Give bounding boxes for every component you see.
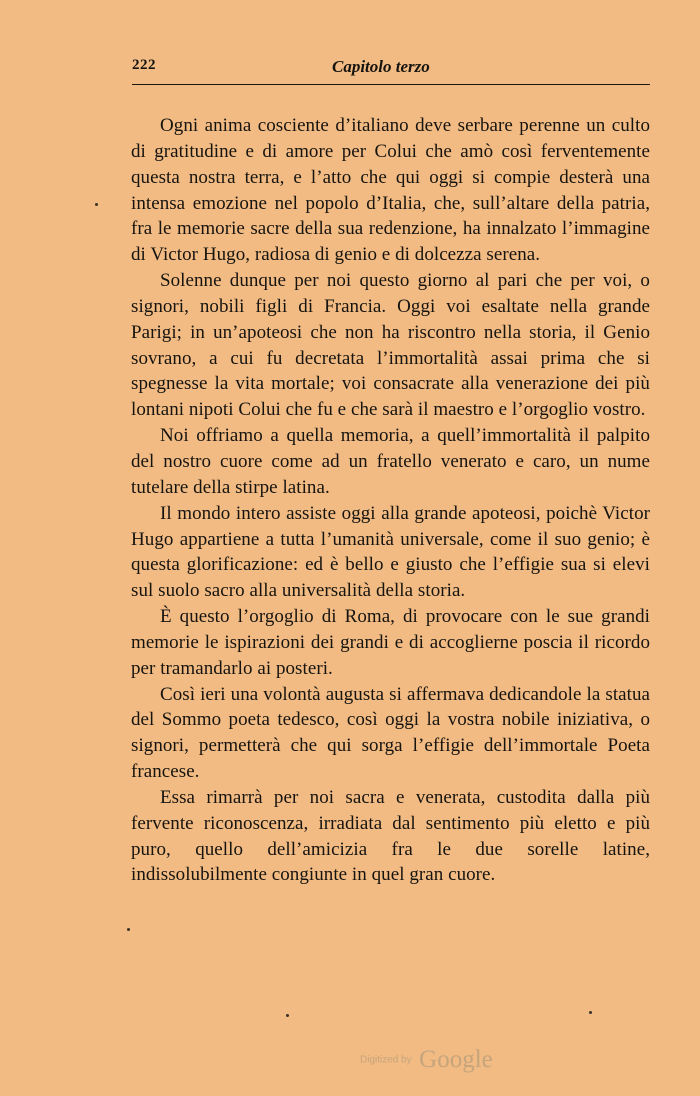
page-speck xyxy=(127,928,130,931)
page-speck xyxy=(286,1014,289,1017)
paragraph: Solenne dunque per noi questo giorno al pari che per voi, o signori, nobili figli di Francia. Oggi voi esaltate nella grande Parigi; in un’apoteosi che non ha riscontro nella storia, il Genio sovrano, a cui fu decretata l’immortalità assai prima che si spegnesse la vita mortale; voi consacrate alla venerazione dei più lontani nipoti Colui che fu e che sarà il maestro e l’orgoglio vostro. xyxy=(131,270,650,421)
paragraph: Il mondo intero assiste oggi alla grande apoteosi, poichè Victor Hugo appartiene a tutta l’umanità universale, come il suo genio; è questa glorificazione: ed è bello e giusto che l’effigie sua si elevi sul suolo sacro alla universalità della storia. xyxy=(131,502,650,602)
header-rule xyxy=(132,84,650,85)
watermark-prefix: Digitized by xyxy=(360,1054,412,1066)
paragraph: Ogni anima cosciente d’italiano deve serbare perenne un culto di gratitudine e di amore per Colui che amò così ferventemente questa nostra terra, e l’atto che qui oggi si compie desterà una intensa emozione nel popolo d’Italia, che, sull’altare della patria, fra le memorie sacre della sua redenzione, ha innalzato l’immagine di Victor Hugo, radiosa di genio e di dolcezza serena. xyxy=(131,115,650,266)
page-header xyxy=(132,57,650,87)
page-speck xyxy=(589,1011,592,1014)
paragraph: Così ieri una volontà augusta si affermava dedicandole la statua del Sommo poeta tedesco, così oggi la vostra nobile iniziativa, o signori, permetterà che qui sorga l’effigie dell’immortale Poeta francese. xyxy=(131,683,650,783)
paragraph: È questo l’orgoglio di Roma, di provocare con le sue grandi memorie le ispirazioni dei grandi e di accoglierne poscia il ricordo per tramandarlo ai posteri. xyxy=(131,606,650,679)
body-text xyxy=(131,113,650,888)
digitization-watermark xyxy=(360,1046,493,1074)
paragraph: Noi offriamo a quella memoria, a quell’immortalità il palpito del nostro cuore come ad un fratello venerato e caro, un nume tutelare della stirpe latina. xyxy=(131,425,650,498)
google-logo: Google xyxy=(419,1046,493,1073)
page-speck xyxy=(95,203,98,206)
running-title: Capitolo terzo xyxy=(332,57,430,76)
page-number: 222 xyxy=(132,57,156,73)
paragraph: Essa rimarrà per noi sacra e venerata, custodita dalla più fervente riconoscenza, irradiata dal sentimento più eletto e più puro, quello dell’amicizia fra le due sorelle latine, indissolubilmente congiunte in quel gran cuore. xyxy=(131,786,650,886)
